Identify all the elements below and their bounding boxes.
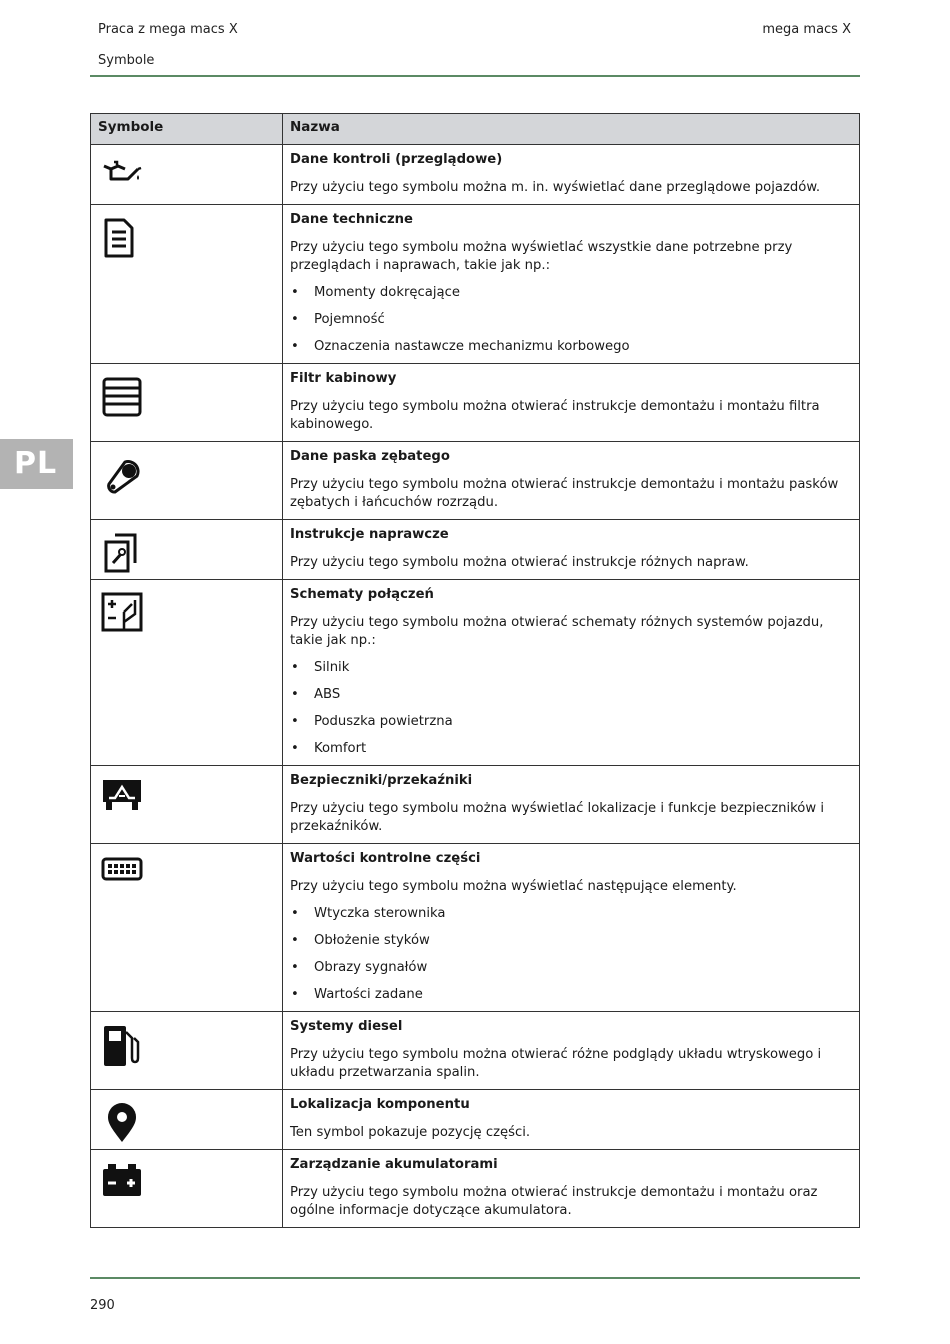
row-title: Instrukcje naprawcze [290, 527, 449, 542]
row-title: Dane techniczne [290, 212, 413, 227]
row-title: Wartości kontrolne części [290, 851, 481, 866]
row-description: Przy użyciu tego symbolu można wyświetlać wszystkie dane potrzebne przy przeglądach i naprawach, takie jak np.: [290, 240, 793, 273]
table-row [91, 364, 860, 442]
language-tab: PL [0, 439, 73, 489]
oil-can-icon [101, 157, 272, 185]
list-item: • Wtyczka sterownika [290, 905, 851, 923]
document-icon [101, 217, 272, 259]
row-title: Systemy diesel [290, 1019, 403, 1034]
column-header-symbol: Symbole [91, 114, 283, 145]
row-description: Ten symbol pokazuje pozycję części. [290, 1125, 531, 1140]
row-description: Przy użyciu tego symbolu można otwierać instrukcje demontażu i montażu pasków zębatych i łańcuchów rozrządu. [290, 477, 839, 510]
row-description: Przy użyciu tego symbolu można wyświetlać lokalizacje i funkcje bezpieczników i przekaźników. [290, 801, 825, 834]
timing-belt-icon [101, 454, 272, 496]
row-title: Lokalizacja komponentu [290, 1097, 470, 1112]
row-title: Dane kontroli (przeglądowe) [290, 152, 503, 167]
bullet-list [290, 659, 851, 758]
connector-icon [101, 856, 272, 882]
table-row [91, 844, 860, 1012]
table-row [91, 580, 860, 766]
list-item: • ABS [290, 686, 851, 704]
location-pin-icon [101, 1102, 272, 1144]
table-row [91, 1090, 860, 1150]
bullet-list [290, 284, 851, 356]
column-header-name: Nazwa [283, 114, 860, 145]
list-item: • Pojemność [290, 311, 851, 329]
table-header-row [91, 114, 860, 145]
fuse-relay-icon [101, 778, 272, 812]
row-description: Przy użyciu tego symbolu można otwierać instrukcje demontażu i montażu filtra kabinowego. [290, 399, 820, 432]
list-item: • Momenty dokręcające [290, 284, 851, 302]
list-item: • Poduszka powietrzna [290, 713, 851, 731]
list-item: • Silnik [290, 659, 851, 677]
header-section: Symbole [98, 53, 155, 68]
row-title: Bezpieczniki/przekaźniki [290, 773, 473, 788]
list-item: • Komfort [290, 740, 851, 758]
header-chapter: Praca z mega macs X [98, 22, 238, 37]
symbols-table [90, 113, 860, 1228]
table-row [91, 205, 860, 364]
row-description: Przy użyciu tego symbolu można otwierać instrukcje różnych napraw. [290, 555, 749, 570]
row-description: Przy użyciu tego symbolu można otwierać instrukcje demontażu i montażu oraz ogólne informacje dotyczące akumulatora. [290, 1185, 818, 1218]
table-row [91, 442, 860, 520]
battery-icon [101, 1162, 272, 1198]
header-divider [90, 75, 860, 77]
table-row [91, 1150, 860, 1228]
list-item: • Obłożenie styków [290, 932, 851, 950]
table-row [91, 766, 860, 844]
list-item: • Obrazy sygnałów [290, 959, 851, 977]
cabin-filter-icon [101, 376, 272, 418]
header-product: mega macs X [762, 22, 851, 37]
table-row [91, 1012, 860, 1090]
row-title: Schematy połączeń [290, 587, 434, 602]
row-description: Przy użyciu tego symbolu można otwierać różne podglądy układu wtryskowego i układu przetwarzania spalin. [290, 1047, 822, 1080]
row-description: Przy użyciu tego symbolu można wyświetlać następujące elementy. [290, 879, 737, 894]
bullet-list [290, 905, 851, 1004]
list-item: • Oznaczenia nastawcze mechanizmu korbowego [290, 338, 851, 356]
table-row [91, 520, 860, 580]
row-description: Przy użyciu tego symbolu można otwierać schematy różnych systemów pojazdu, takie jak np.: [290, 615, 824, 648]
table-row [91, 145, 860, 205]
repair-instructions-icon [101, 532, 272, 574]
row-title: Dane paska zębatego [290, 449, 450, 464]
row-title: Zarządzanie akumulatorami [290, 1157, 498, 1172]
fuel-pump-icon [101, 1024, 272, 1068]
footer-divider [90, 1277, 860, 1279]
row-title: Filtr kabinowy [290, 371, 397, 386]
list-item: • Wartości zadane [290, 986, 851, 1004]
wiring-diagram-icon [101, 592, 272, 632]
page-number: 290 [90, 1298, 115, 1313]
row-description: Przy użyciu tego symbolu można m. in. wyświetlać dane przeglądowe pojazdów. [290, 180, 821, 195]
